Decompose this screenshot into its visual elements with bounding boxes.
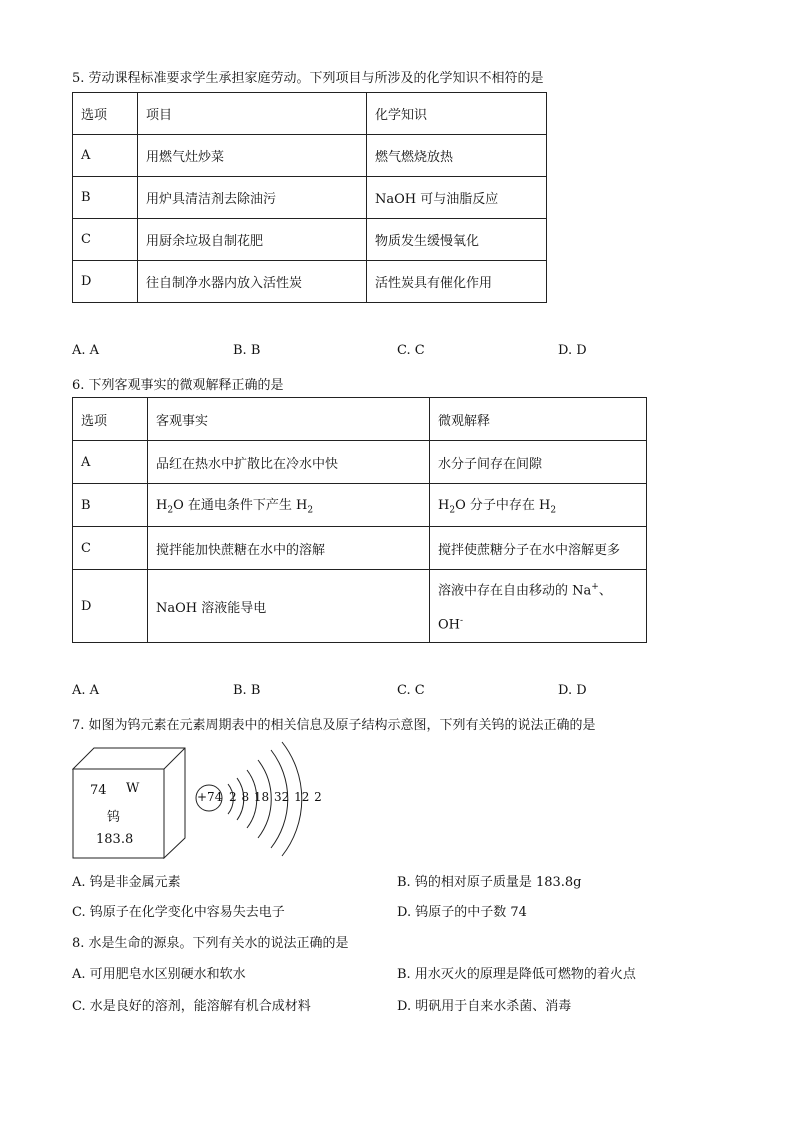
table-header: 选项	[73, 93, 138, 135]
question-8-options-row2	[72, 995, 732, 1013]
table-header: 微观解释	[430, 398, 647, 441]
table-row	[73, 261, 547, 303]
table-row	[73, 135, 547, 177]
table-row	[73, 177, 547, 219]
option-b[interactable]: B. B	[233, 683, 261, 698]
table-cell: D	[73, 570, 148, 643]
table-cell: 用燃气灶炒菜	[138, 135, 367, 177]
table-cell: NaOH 可与油脂反应	[367, 177, 547, 219]
atomic-mass: 183.8	[96, 832, 134, 847]
option-d[interactable]: D. D	[558, 343, 587, 358]
table-cell: 水分子间存在间隙	[430, 441, 647, 484]
table-row	[73, 527, 647, 570]
table-header: 化学知识	[367, 93, 547, 135]
table-cell: C	[73, 527, 148, 570]
table-cell: C	[73, 219, 138, 261]
question-8-stem: 8. 水是生命的源泉。下列有关水的说法正确的是	[72, 936, 349, 951]
table-row	[73, 441, 647, 484]
element-name: 钨	[107, 810, 121, 825]
table-cell: B	[73, 484, 148, 527]
table-header: 项目	[138, 93, 367, 135]
table-cell: NaOH 溶液能导电	[148, 570, 430, 643]
option-a[interactable]: A. A	[72, 683, 100, 698]
element-symbol: W	[126, 781, 140, 796]
question-7-options-row1	[72, 871, 732, 889]
table-row	[73, 219, 547, 261]
table-cell: 搅拌使蔗糖分子在水中溶解更多	[430, 527, 647, 570]
table-cell: B	[73, 177, 138, 219]
question-6-stem: 6. 下列客观事实的微观解释正确的是	[72, 378, 284, 393]
table-cell: A	[73, 441, 148, 484]
table-row	[73, 484, 647, 527]
table-cell: $H_2O$ 在通电条件下产生 $H_2$	[148, 484, 430, 527]
table-header: 选项	[73, 398, 148, 441]
element-tile	[72, 747, 187, 859]
question-7-options-row2	[72, 901, 732, 919]
question-5-options	[72, 343, 732, 361]
option-d[interactable]: D. D	[558, 683, 587, 698]
question-5-stem: 5. 劳动课程标准要求学生承担家庭劳动。下列项目与所涉及的化学知识不相符的是	[72, 71, 544, 86]
table-cell: 活性炭具有催化作用	[367, 261, 547, 303]
question-6-table	[72, 397, 647, 643]
question-7-stem: 7. 如图为钨元素在元素周期表中的相关信息及原子结构示意图，下列有关钨的说法正确的是	[72, 718, 596, 733]
table-cell: 燃气燃烧放热	[367, 135, 547, 177]
table-cell: 溶液中存在自由移动的 Na+、 OH-	[430, 570, 647, 643]
atomic-number: 74	[90, 783, 107, 798]
table-cell: 用炉具清洁剂去除油污	[138, 177, 367, 219]
table-cell: 搅拌能加快蔗糖在水中的溶解	[148, 527, 430, 570]
option-c[interactable]: C. 钨原子在化学变化中容易失去电子	[72, 905, 285, 920]
table-row	[73, 570, 647, 643]
table-cell: 往自制净水器内放入活性炭	[138, 261, 367, 303]
option-b[interactable]: B. 用水灭火的原理是降低可燃物的着火点	[397, 967, 636, 982]
option-b[interactable]: B. 钨的相对原子质量是 183.8g	[397, 875, 582, 890]
option-c[interactable]: C. C	[397, 343, 425, 358]
table-header: 客观事实	[148, 398, 430, 441]
option-d[interactable]: D. 钨原子的中子数 74	[397, 905, 527, 920]
nucleus-charge: +74	[197, 790, 223, 804]
table-cell: A	[73, 135, 138, 177]
atom-structure-diagram	[194, 740, 324, 860]
question-6-options	[72, 683, 732, 701]
option-c[interactable]: C. C	[397, 683, 425, 698]
question-5-table	[72, 92, 547, 303]
option-a[interactable]: A. 可用肥皂水区别硬水和软水	[72, 967, 246, 982]
option-a[interactable]: A. A	[72, 343, 100, 358]
option-c[interactable]: C. 水是良好的溶剂，能溶解有机合成材料	[72, 999, 311, 1014]
table-cell: 品红在热水中扩散比在冷水中快	[148, 441, 430, 484]
table-cell: 物质发生缓慢氧化	[367, 219, 547, 261]
option-b[interactable]: B. B	[233, 343, 261, 358]
question-8-options-row1	[72, 963, 732, 981]
option-d[interactable]: D. 明矾用于自来水杀菌、消毒	[397, 999, 572, 1014]
table-cell: D	[73, 261, 138, 303]
table-cell: $H_2O$ 分子中存在 $H_2$	[430, 484, 647, 527]
table-cell: 用厨余垃圾自制花肥	[138, 219, 367, 261]
option-a[interactable]: A. 钨是非金属元素	[72, 875, 181, 890]
shell-electron-counts: 2 8 18 32 12 2	[229, 790, 322, 804]
